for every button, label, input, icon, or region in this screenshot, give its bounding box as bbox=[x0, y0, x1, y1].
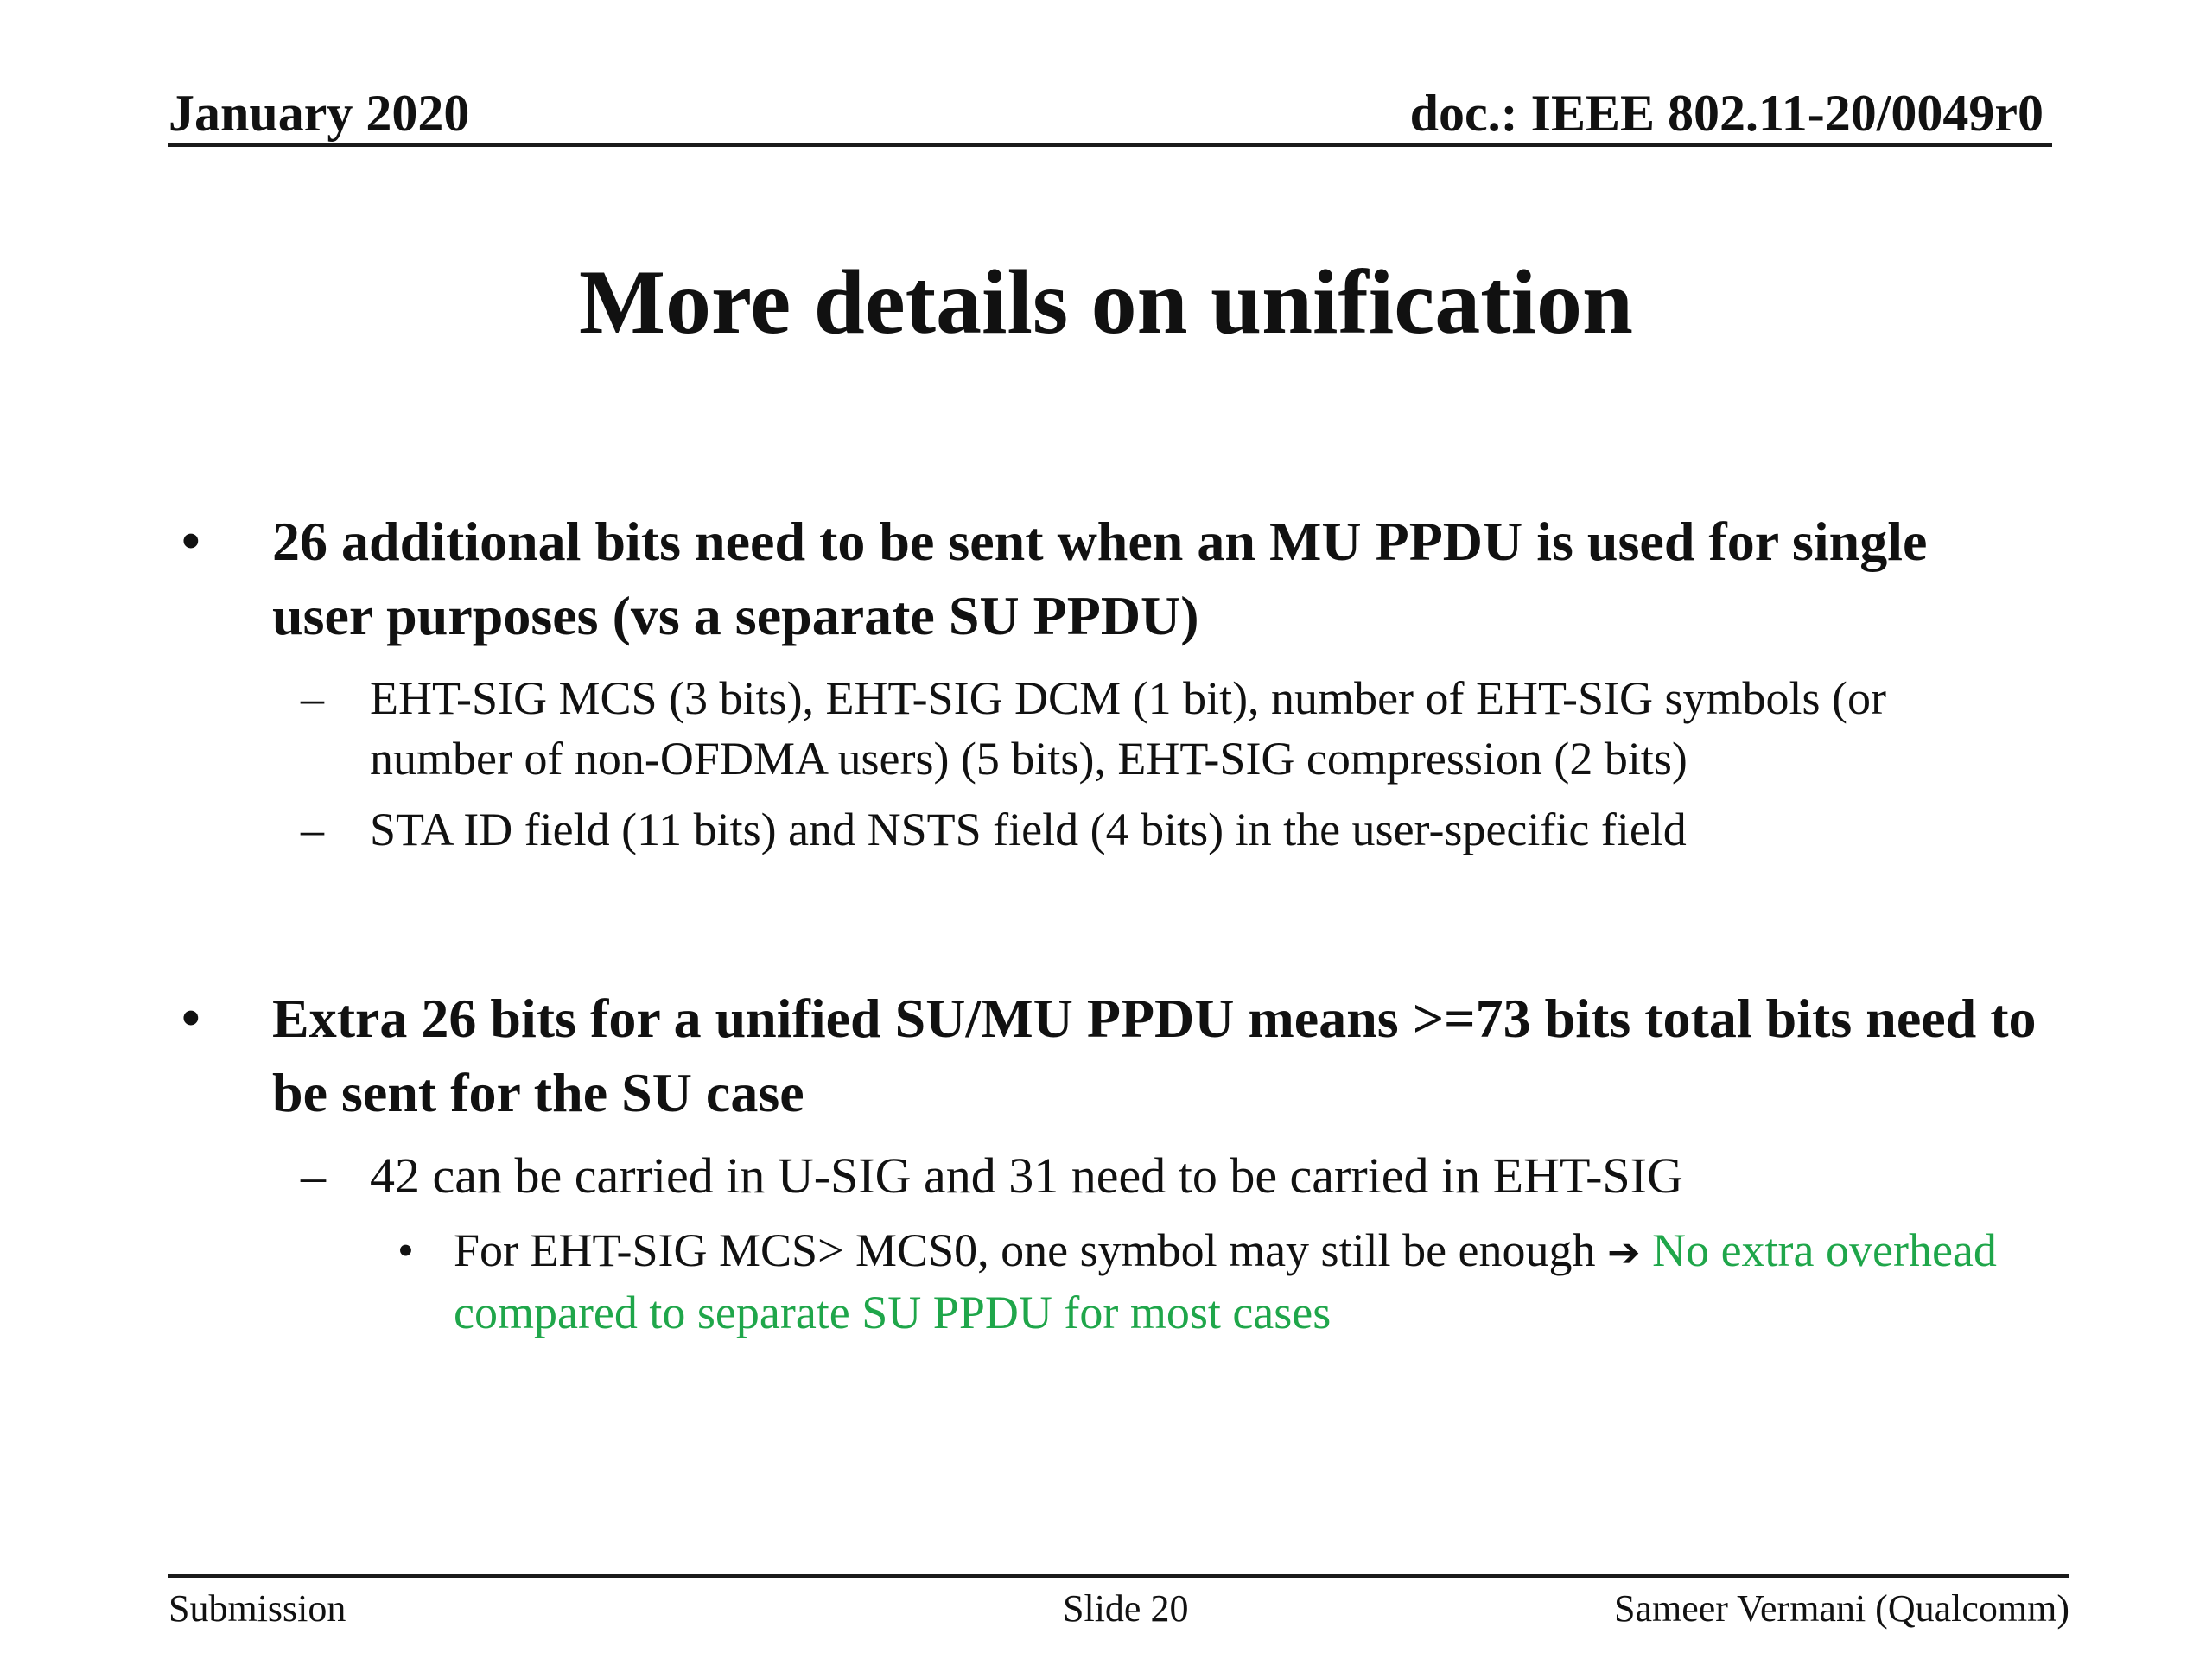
sub-bullet-item bbox=[301, 1143, 2029, 1209]
bullet-marker: • bbox=[397, 1224, 414, 1276]
dash-marker: – bbox=[301, 804, 324, 855]
sub-bullet-text: EHT-SIG MCS (3 bits), EHT-SIG DCM (1 bit), number of EHT-SIG symbols (or number of non-OFDMA users) (5 bits), EHT-SIG compression (2 bits) bbox=[370, 672, 1886, 785]
footer-submission: Submission bbox=[168, 1587, 346, 1630]
bullet-item bbox=[181, 982, 2039, 1130]
header-date: January 2020 bbox=[168, 85, 470, 142]
sub-bullet-item bbox=[301, 799, 2029, 860]
bullet-text: 26 additional bits need to be sent when an MU PPDU is used for single user purposes (vs a separate SU PPDU) bbox=[272, 511, 1928, 646]
slide-header bbox=[168, 83, 2052, 147]
dash-marker: – bbox=[301, 672, 324, 724]
sub-bullet-text: 42 can be carried in U-SIG and 31 need to be carried in EHT-SIG bbox=[370, 1147, 1683, 1204]
bullet-text: Extra 26 bits for a unified SU/MU PPDU means >=73 bits total bits need to be sent for the SU case bbox=[272, 988, 2037, 1123]
plain-text: For EHT-SIG MCS> MCS0, one symbol may still be enough bbox=[454, 1224, 1596, 1276]
footer-author: Sameer Vermani (Qualcomm) bbox=[1613, 1587, 2069, 1630]
sub-sub-bullet-item bbox=[397, 1220, 2039, 1343]
sub-sub-bullet-text bbox=[454, 1220, 2039, 1343]
bullet-marker: • bbox=[181, 512, 200, 571]
highlight-text: No extra overhead compared to separate SU PPDU for most cases bbox=[454, 1224, 1997, 1338]
sub-bullet-item bbox=[301, 668, 2029, 789]
bullet-item bbox=[181, 505, 2039, 653]
header-doc-id: doc.: IEEE 802.11-20/0049r0 bbox=[1409, 85, 2044, 142]
slide-title: More details on unification bbox=[579, 251, 1633, 353]
sub-bullet-text: STA ID field (11 bits) and NSTS field (4 bits) in the user-specific field bbox=[370, 804, 1687, 855]
bullet-marker: • bbox=[181, 989, 200, 1048]
slide-footer bbox=[168, 1574, 2069, 1630]
right-arrow-icon: ➔ bbox=[1607, 1229, 1641, 1275]
footer-slide-number: Slide 20 bbox=[1063, 1587, 1189, 1630]
dash-marker: – bbox=[301, 1147, 326, 1204]
